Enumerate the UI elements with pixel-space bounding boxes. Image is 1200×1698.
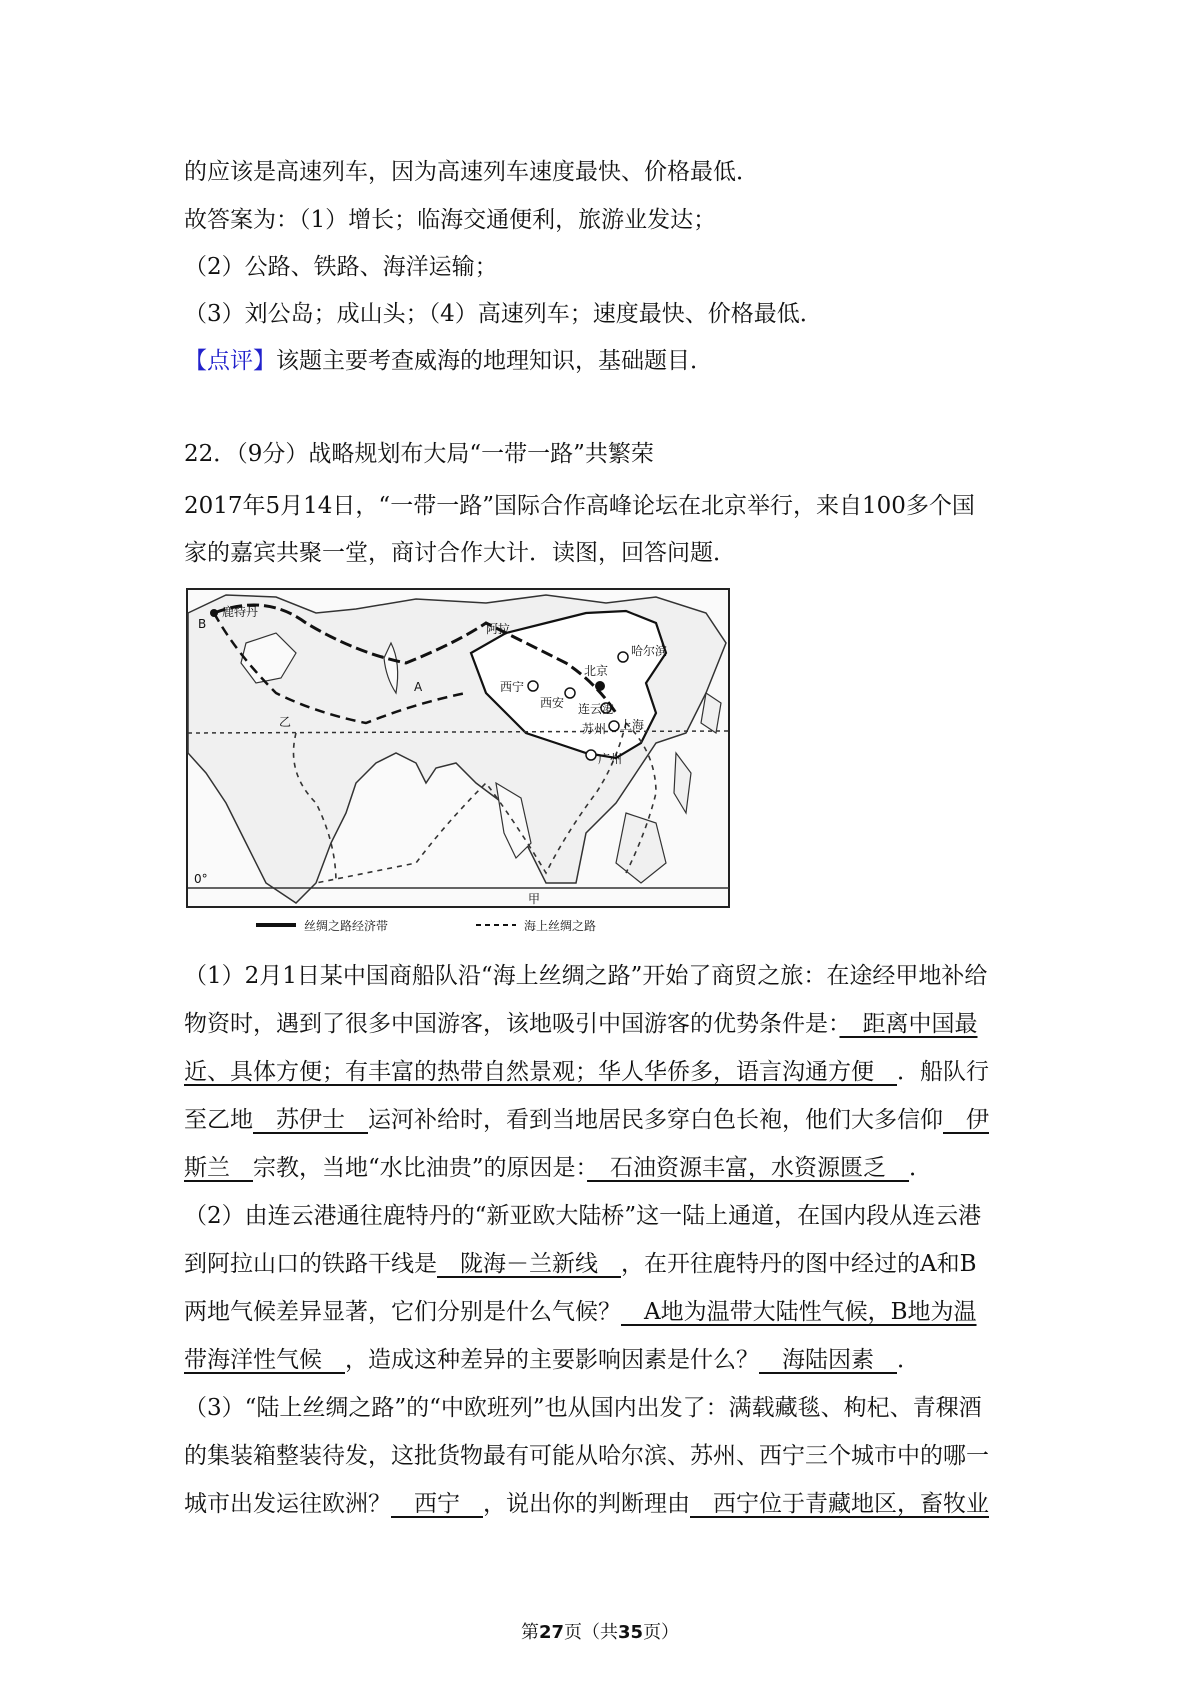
part2-l2-pre: 到阿拉山口的铁路干线是: [184, 1251, 437, 1277]
part2-answer-1: 陇海－兰新线: [437, 1251, 621, 1277]
page-footer: [0, 1618, 1200, 1644]
part3-line-1: （3）“陆上丝绸之路”的“中欧班列”也从国内出发了：满载藏毯、枸杞、青稞酒: [184, 1395, 982, 1421]
part2-line-2: [184, 1246, 1024, 1282]
legend-belt-label: 丝绸之路经济带: [304, 919, 389, 933]
total-pages: 35: [618, 1622, 644, 1643]
harbin-marker: [618, 652, 628, 662]
xian-marker: [565, 688, 575, 698]
legend-maritime-label: 海上丝绸之路: [524, 919, 597, 933]
part1-l4-pre: 至乙地: [184, 1107, 253, 1133]
label-lianyungang: 连云港: [578, 702, 615, 716]
guangzhou-marker: [586, 750, 596, 760]
label-suzhou: 苏州: [582, 722, 607, 736]
comment-text: 该题主要考查威海的地理知识，基础题目．: [276, 348, 713, 374]
part3-answer-1: 西宁: [391, 1491, 483, 1517]
part2-l4-post: ．: [897, 1347, 920, 1373]
part1-line-1: （1）2月1日某中国商船队沿“海上丝绸之路”开始了商贸之旅：在途经甲地补给: [184, 963, 988, 989]
part1-line-5: [184, 1150, 1024, 1186]
question-22-title: 22．（9分）战略规划布大局“一带一路”共繁荣: [184, 441, 654, 467]
part3-line-2: 的集装箱整装待发，这批货物最有可能从哈尔滨、苏州、西宁三个城市中的哪一: [184, 1443, 989, 1469]
rotterdam-marker: [210, 609, 218, 617]
part1-answer-3b: 斯兰: [184, 1155, 253, 1181]
part2-l3-pre: 两地气候差异显著，它们分别是什么气候？: [184, 1299, 621, 1325]
shanghai-marker: [609, 721, 619, 731]
xining-marker: [528, 681, 538, 691]
question-22-intro-2: 家的嘉宾共聚一堂，商讨合作大计．读图，回答问题．: [184, 540, 736, 566]
question-22-intro-1: 2017年5月14日，“一带一路”国际合作高峰论坛在北京举行，来自100多个国: [184, 493, 975, 519]
part2-line-1: （2）由连云港通往鹿特丹的“新亚欧大陆桥”这一陆上通道，在国内段从连云港: [184, 1203, 982, 1229]
footer-post: 页）: [643, 1622, 680, 1643]
map-svg: [186, 583, 734, 939]
comment-line: [184, 343, 1024, 379]
part1-answer-2: 苏伊士: [253, 1107, 368, 1133]
part1-l2-text: 物资时，遇到了很多中国游客，该地吸引中国游客的优势条件是：: [184, 1011, 840, 1037]
answer-line-4: （3）刘公岛；成山头；（4）高速列车；速度最快、价格最低．: [184, 301, 823, 327]
part1-line-2: [184, 1006, 1024, 1042]
footer-mid: 页（共: [564, 1622, 618, 1643]
part1-line-4: [184, 1102, 1024, 1138]
part1-answer-1b: 近、具体方便；有丰富的热带自然景观；华人华侨多，语言沟通方便: [184, 1059, 897, 1085]
answer-line-2: 故答案为：（1）增长；临海交通便利，旅游业发达；: [184, 207, 717, 233]
part1-answer-3a: 伊: [943, 1107, 989, 1133]
part1-l3-text: ．船队行: [897, 1059, 989, 1085]
part2-l4-mid: ，造成这种差异的主要影响因素是什么？: [345, 1347, 759, 1373]
part3-l3-pre: 城市出发运往欧洲？: [184, 1491, 391, 1517]
part2-l2-post: ，在开往鹿特丹的图中经过的A和B: [621, 1251, 977, 1277]
part3-l3-mid: ，说出你的判断理由: [483, 1491, 690, 1517]
part3-answer-2: 西宁位于青藏地区，畜牧业: [690, 1491, 989, 1517]
answer-line-1: 的应该是高速列车，因为高速列车速度最快、价格最低．: [184, 159, 759, 185]
part2-answer-2a: A地为温带大陆性气候，B地为温: [621, 1299, 977, 1325]
belt-and-road-map: [186, 583, 734, 939]
label-alashankou: 阿拉: [486, 622, 511, 636]
label-a: A: [414, 680, 423, 694]
part2-answer-2b: 带海洋性气候: [184, 1347, 345, 1373]
comment-tag: 【点评】: [184, 348, 276, 374]
part2-line-3: [184, 1294, 1024, 1330]
part1-answer-1a: 距离中国最: [839, 1011, 978, 1037]
label-yi: 乙: [279, 715, 292, 729]
label-rotterdam: 鹿特丹: [222, 605, 259, 619]
part3-line-3: [184, 1486, 1024, 1522]
label-equator: 0°: [194, 872, 208, 886]
beijing-marker: [595, 681, 605, 691]
footer-pre: 第: [520, 1622, 539, 1643]
part2-answer-3: 海陆因素: [759, 1347, 897, 1373]
page-number: 27: [538, 1622, 564, 1643]
label-guangzhou: 广州: [598, 752, 623, 766]
part1-l4-mid: 运河补给时，看到当地居民多穿白色长袍，他们大多信仰: [368, 1107, 943, 1133]
part2-line-4: [184, 1342, 1024, 1378]
label-xian: 西安: [540, 696, 565, 710]
label-jia: 甲: [528, 892, 541, 906]
label-harbin: 哈尔滨: [631, 644, 668, 658]
part1-l5-post: ．: [909, 1155, 933, 1181]
label-b: B: [198, 617, 207, 631]
part1-answer-4: 石油资源丰富，水资源匮乏: [587, 1155, 910, 1181]
label-shanghai: 上海: [620, 718, 645, 732]
answer-line-3: （2）公路、铁路、海洋运输；: [184, 254, 498, 280]
part1-l5-mid: 宗教，当地“水比油贵”的原因是：: [253, 1155, 588, 1181]
label-xining: 西宁: [500, 680, 525, 694]
part1-line-3: [184, 1054, 1024, 1090]
label-beijing: 北京: [584, 664, 609, 678]
